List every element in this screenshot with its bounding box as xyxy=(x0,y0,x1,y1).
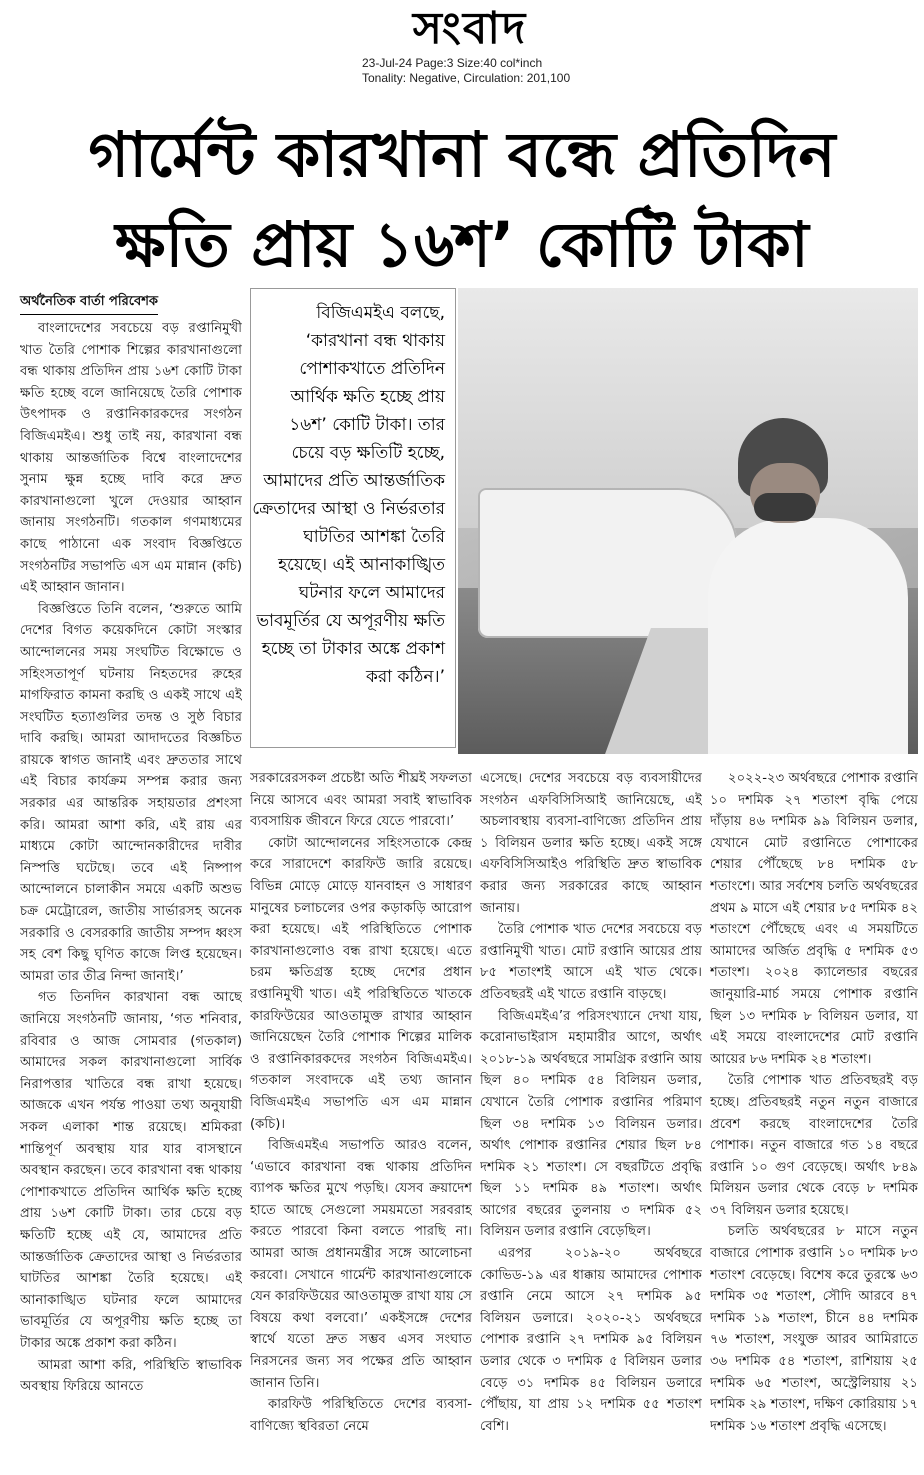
paragraph: বিজিএমইএ সভাপতি আরও বলেন, ‘এভাবে কারখানা বন্ধ থাকায় প্রতিদিন ব্যাপক ক্ষতির মুখে পড়ছি। যেসব ক্রয়াদেশ হাতে আছে সেগুলো সময়মতো সরবরাহ করতে পারবো কিনা বলতে পারছি না। আমরা আজ প্রধানমন্ত্রীর সঙ্গে আলোচনা করবো। সেখানে গার্মেন্ট কারখানাগুলোকে যেন কারফিউয়ের আওতামুক্ত রাখা যায় সে বিষয়ে কথা বলবো।’ একইসঙ্গে দেশের স্বার্থে যতো দ্রুত সম্ভব এসব সংঘাত নিরসনের জন্য সব পক্ষের প্রতি আহ্বান জানান তিনি। xyxy=(250,1138,472,1391)
paragraph: চলতি অর্থবছরের ৮ মাসে নতুন বাজারে পোশাক রপ্তানি ১০ দশমিক ৮৩ শতাংশ বেড়েছে। বিশেষ করে তুরস্কে ৬৩ দশমিক ৩৫ শতাংশ, সৌদি আরবে ৪৭ দশমিক ১৯ শতাংশ, চীনে ৪৪ দশমিক ৭৬ শতাংশ, সংযুক্ত আরব আমিরাতে ৩৬ দশমিক ৫৪ শতাংশ, রাশিয়ায় ২৫ দশমিক ৬৫ শতাংশ, অস্ট্রেলিয়ায় ২১ দশমিক ২৯ শতাংশ, দক্ষিণ কোরিয়ায় ১৭ দশমিক ১৬ শতাংশ প্রবৃদ্ধি এসেছে। xyxy=(710,1224,918,1434)
clipping-meta-line2: Tonality: Negative, Circulation: 201,100 xyxy=(362,71,571,85)
article-column-1 xyxy=(20,318,242,1468)
garment-worker-photo xyxy=(458,288,918,754)
paragraph: এসেছে। দেশের সবচেয়ে বড় ব্যবসায়ীদের সংগঠন এফবিসিসিআই জানিয়েছে, এই অচলাবস্থায় ব্যবসা-বাণিজ্যে প্রতিদিন প্রায় ১ বিলিয়ন ডলার ক্ষতি হচ্ছে। একই সঙ্গে এফবিসিসিআইও পরিস্থিতি দ্রুত স্বাভাবিক করার জন্য সরকারের কাছে আহ্বান জানায়। xyxy=(480,771,702,916)
paragraph: তৈরি পোশাক খাত প্রতিবছরই বড় হচ্ছে। প্রতিবছরই নতুন নতুন বাজারে প্রবেশ করছে বাংলাদেশের তৈরি পোশাক। নতুন বাজারে গত ১৪ বছরে রপ্তানি ১০ গুণ বেড়েছে। অর্থাৎ ৮৪৯ মিলিয়ন ডলার থেকে বেড়ে ৮ দশমিক ৩৭ বিলিয়ন ডলার হয়েছে। xyxy=(710,1073,918,1218)
worker-body xyxy=(708,518,908,754)
newspaper-masthead: সংবাদ xyxy=(412,3,528,54)
headline-line1: গার্মেন্ট কারখানা বন্ধে প্রতিদিন xyxy=(88,118,836,191)
paragraph: কোটা আন্দোলনের সহিংসতাকে কেন্দ্র করে সারাদেশে কারফিউ জারি রয়েছে। বিভিন্ন মোড়ে মোড়ে যানবাহন ও সাধারণ মানুষের চলাচলের ওপর কড়াকড়ি আরোপ করা হয়েছে। এই পরিস্থিতিতে পোশাক কারখানাগুলোও বন্ধ রাখা হয়েছে। এতে চরম ক্ষতিগ্রস্ত হচ্ছে দেশের প্রধান রপ্তানিমুখী খাত। এই পরিস্থিতিতে খাতকে কারফিউয়ের আওতামুক্ত রাখার আহ্বান জানিয়েছেন তৈরি পোশাক শিল্পের মালিক ও রপ্তানিকারকদের সংগঠন বিজিএমইএ। গতকাল সংবাদকে এই তথ্য জানান বিজিএমইএ সভাপতি এস এম মান্নান (কচি)। xyxy=(250,835,472,1132)
paragraph: এরপর ২০১৯-২০ অর্থবছরে কোভিড-১৯ এর ধাক্কায় আমাদের পোশাক রপ্তানি নেমে আসে ২৭ দশমিক ৯৫ বিলিয়ন ডলারে। ২০২০-২১ অর্থবছরে পোশাক রপ্তানি ২৭ দশমিক ৯৫ বিলিয়ন ডলার থেকে ৩ দশমিক ৫ বিলিয়ন ডলার বেড়ে ৩১ দশমিক ৪৫ বিলিয়ন ডলারে পৌঁছায়, যা প্রায় ১২ দশমিক ৫৫ শতাংশ বেশি। xyxy=(480,1246,702,1434)
article-column-3 xyxy=(480,768,702,1468)
headline-line2: ক্ষতি প্রায় ১৬শ’ কোটি টাকা xyxy=(115,208,809,281)
paragraph: বাংলাদেশের সবচেয়ে বড় রপ্তানিমুখী খাত তৈরি পোশাক শিল্পের কারখানাগুলো বন্ধ থাকায় প্রতিদিন প্রায় ১৬শ কোটি টাকা ক্ষতি হচ্ছে বলে জানিয়েছে তৈরি পোশাক উৎপাদক ও রপ্তানিকারকদের সংগঠন বিজিএমইএ। শুধু তাই নয়, কারখানা বন্ধ থাকায় আন্তর্জাতিক বিশ্বে বাংলাদেশের সুনাম ক্ষুন্ন হচ্ছে দাবি করে দ্রুত কারখানাগুলো খুলে দেওয়ার আহ্বান জানায় সংগঠনটি। গতকাল গণমাধ্যমের কাছে পাঠানো এক সংবাদ বিজ্ঞপ্তিতে সংগঠনটির সভাপতি এস এম মান্নান (কচি) এই আহ্বান জানান। xyxy=(20,321,242,596)
byline: অর্থনৈতিক বার্তা পরিবেশক xyxy=(20,292,158,315)
paragraph: বিজিএমইএ’র পরিসংখ্যানে দেখা যায়, করোনাভাইরাস মহামারীর আগে, অর্থাৎ ২০১৮-১৯ অর্থবছরে সামগ্রিক রপ্তানি আয় ছিল ৪০ দশমিক ৫৪ বিলিয়ন ডলার, যেখানে তৈরি পোশাক রপ্তানির পরিমাণ ছিল ৩৪ দশমিক ১৩ বিলিয়ন ডলার। অর্থাৎ পোশাক রপ্তানির শেয়ার ছিল ৮৪ দশমিক ২১ শতাংশ। সে বছরটিতে প্রবৃদ্ধি ছিল ১১ দশমিক ৪৯ শতাংশ। অর্থাৎ আগের বছরের তুলনায় ৩ দশমিক ৫২ বিলিয়ন ডলার রপ্তানি বেড়েছিল। xyxy=(480,1008,702,1240)
article-column-2 xyxy=(250,768,472,1468)
paragraph: আমরা আশা করি, পরিস্থিতি স্বাভাবিক অবস্থায় ফিরিয়ে আনতে xyxy=(20,1357,242,1395)
sewing-machine xyxy=(478,488,738,638)
clipping-meta-line1: 23-Jul-24 Page:3 Size:40 col*inch xyxy=(362,56,543,70)
paragraph: বিজ্ঞপ্তিতে তিনি বলেন, ‘শুরুতে আমি দেশের বিগত কয়েকদিনে কোটা সংস্কার আন্দোলনের সময় সংঘটিত বিক্ষোভে ও সহিংসতাপূর্ণ ঘটনায় নিহতদের রুহের মাগফিরাত কামনা করছি ও একই সাথে এই সংঘটিত হত্যাগুলির তদন্ত ও সুষ্ঠ বিচার দাবি করছি। আমরা আদাদতের বিজ্ঞচিত রায়কে স্বাগত জানাই এবং দ্রুততার সাথে এই বিচার কার্যক্রম সম্পন্ন করার জন্য সরকার এর আন্তরিক সহায়তার প্রশংসা করি। আমরা আশা করি, এই রায় এর মাধ্যমে কোটা আন্দোনকারীদের দাবীর নিস্পত্তি ঘটেছে। তবে এই নিষ্পাপ আন্দোলনে চালাকীন সময়ে একটি অশুভ চক্র মেট্রোরেল, জাতীয় সার্ভারসহ অনেক সরকারি ও বেসরকারি জাতীয় সম্পদ ধ্বংস সহ বেশ কিছু ঘৃণিত কাজে লিপ্ত হয়েছেন। আমরা তার তীব্র নিন্দা জানাই।’ xyxy=(20,601,242,984)
paragraph: ২০২২-২৩ অর্থবছরে পোশাক রপ্তানি ১০ দশমিক ২৭ শতাংশ বৃদ্ধি পেয়ে দাঁড়ায় ৪৬ দশমিক ৯৯ বিলিয়ন ডলার, যেখানে মোট রপ্তানিতে পোশাকের শেয়ার পৌঁছেছে ৮৪ দশমিক ৫৮ শতাংশে। আর সর্বশেষ চলতি অর্থবছরের প্রথম ৯ মাসে এই শেয়ার ৮৫ দশমিক ৪২ শতাংশে পৌঁছেছে এবং এ সময়টিতে আমাদের অর্জিত প্রবৃদ্ধি ৫ দশমিক ৫৩ শতাংশ। ২০২৪ ক্যালেন্ডার বছরের জানুয়ারি-মার্চ সময়ে পোশাক রপ্তানি ছিল ১৩ দশমিক ৮ বিলিয়ন ডলার, যা এই সময়ে বাংলাদেশের মোট রপ্তানি আয়ের ৮৬ দশমিক ২৪ শতাংশ। xyxy=(710,771,918,1067)
pull-quote: বিজিএমইএ বলছে, ‘কারখানা বন্ধ থাকায় পোশাকখাতে প্রতিদিন আর্থিক ক্ষতি হচ্ছে প্রায় ১৬শ’ কোটি টাকা। তার চেয়ে বড় ক্ষতিটি হচ্ছে, আমাদের প্রতি আন্তর্জাতিক ক্রেতাদের আস্থা ও নির্ভরতার ঘাটতির আশঙ্কা তৈরি হয়েছে। এই আনাকাঙ্খিত ঘটনার ফলে আমাদের ভাবমূর্তির যে অপূরণীয় ক্ষতি হচ্ছে তা টাকার অঙ্কে প্রকাশ করা কঠিন।’ xyxy=(250,288,456,748)
paragraph: কারফিউ পরিস্থিতিতে দেশের ব্যবসা-বাণিজ্যে স্থবিরতা নেমে xyxy=(250,1397,472,1434)
paragraph: তৈরি পোশাক খাত দেশের সবচেয়ে বড় রপ্তানিমুখী খাত। মোট রপ্তানি আয়ের প্রায় ৮৫ শতাংশই আসে এই খাত থেকে। প্রতিবছরই এই খাতে রপ্তানি বাড়ছে। xyxy=(480,922,702,1002)
paragraph: গত তিনদিন কারখানা বন্ধ আছে জানিয়ে সংগঠনটি জানায়, ‘গত শনিবার, রবিবার ও আজ সোমবার (গতকাল) আমাদের সকল কারখানাগুলো সার্বিক নিরাপত্তার খাতিরে বন্ধ রাখা হয়েছে। আজকে এখন পর্যন্ত পাওয়া তথ্য অনুযায়ী সকল এলাকা শান্ত রয়েছে। শ্রমিকরা শান্তিপূর্ণ অবস্থায় যার যার বাসস্থানে অবস্থান করছেন। তবে কারখানা বন্ধ থাকায় পোশাকখাতে প্রতিদিন আর্থিক ক্ষতি হচ্ছে প্রায় ১৬শ কোটি টাকা। তার চেয়ে বড় ক্ষতিটি হচ্ছে এই যে, আমাদের প্রতি আন্তর্জাতিক ক্রেতাদের আস্থা ও নির্ভরতার ঘাটতির আশঙ্কা তৈরি হয়েছে। এই আনাকাঙ্খিত ঘটনার ফলে আমাদের ভাবমূর্তির যে অপূরণীয় ক্ষতি হচ্ছে তা টাকার অঙ্কে প্রকাশ করা কঠিন। xyxy=(20,990,242,1351)
article-column-4 xyxy=(710,768,918,1468)
worker-mask xyxy=(754,493,816,521)
paragraph: সরকারেরসকল প্রচেষ্টা অতি শীঘ্রই সফলতা নিয়ে আসবে এবং আমরা সবাই স্বাভাবিক ব্যবসায়িক জীবনে ফিরে যেতে পারবো।’ xyxy=(250,771,472,830)
article-headline xyxy=(10,110,914,290)
